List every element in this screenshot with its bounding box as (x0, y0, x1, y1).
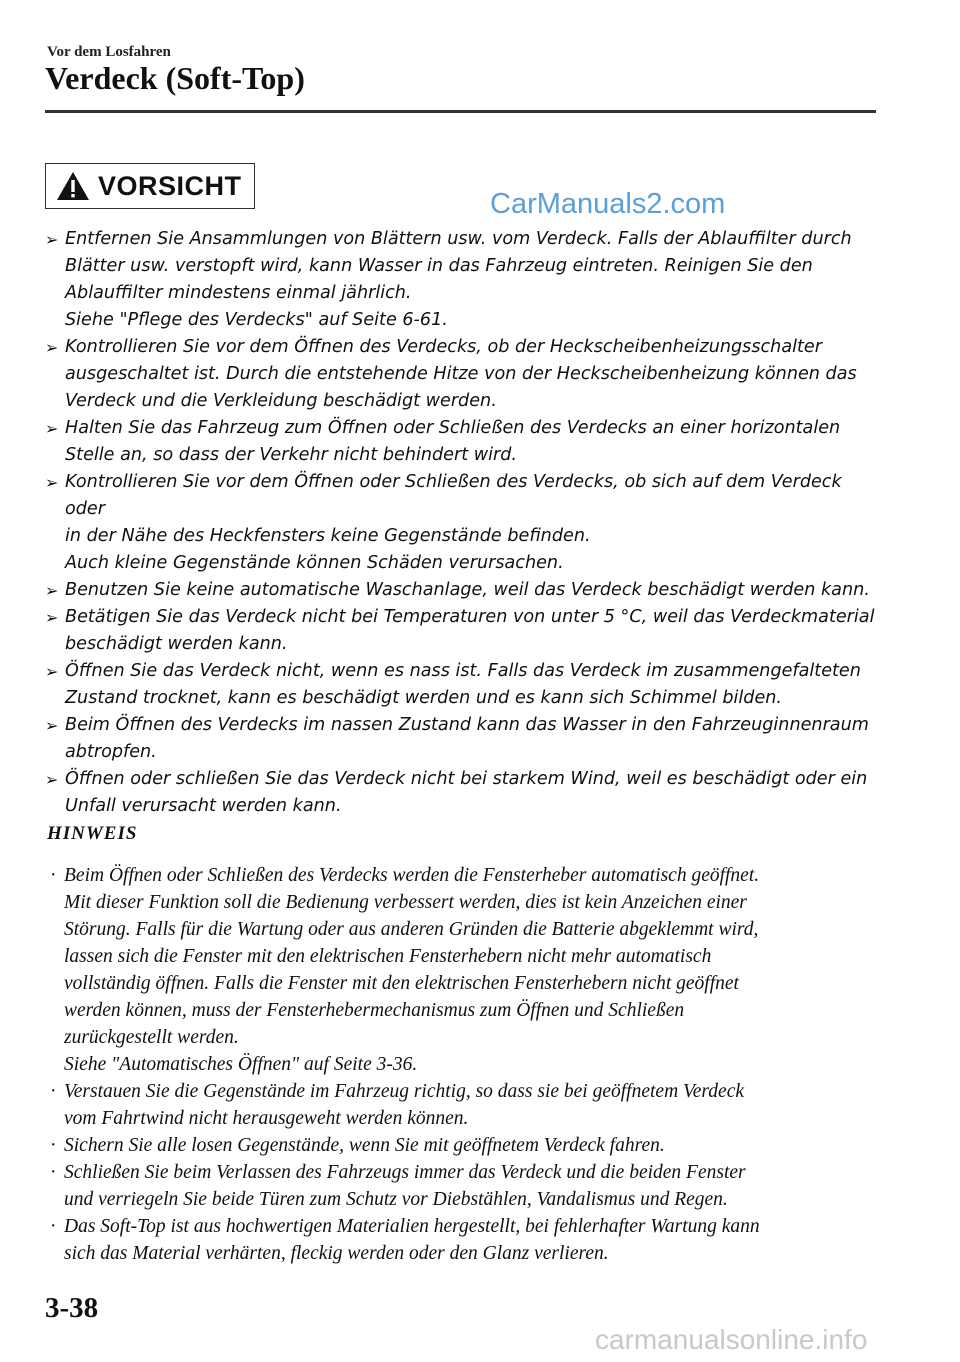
section-label: Vor dem Losfahren (47, 44, 171, 60)
list-item: ➢ Kontrollieren Sie vor dem Öffnen des Verdecks, ob der Heckscheibenheizungsschalter ausgeschaltet ist. Durch die entstehende Hitze von der Heckscheibenheizung können das Verdeck und die Verkleidung beschädigt werden. (45, 334, 885, 415)
page-number: 3-38 (45, 1292, 99, 1324)
list-item: · Das Soft-Top ist aus hochwertigen Materialien hergestellt, bei fehlerhafter Wartung kann sich das Material verhärten, fleckig werden oder den Glanz verlieren. (45, 1213, 885, 1267)
arrow-bullet-icon: ➢ (45, 230, 59, 249)
list-item: · Schließen Sie beim Verlassen des Fahrzeugs immer das Verdeck und die beiden Fenster und verriegeln Sie beide Türen zum Schutz vor Diebstählen, Vandalismus und Regen. (45, 1159, 885, 1213)
arrow-bullet-icon: ➢ (45, 419, 59, 438)
list-item: ➢ Halten Sie das Fahrzeug zum Öffnen oder Schließen des Verdecks an einer horizontalen Stelle an, so dass der Verkehr nicht behindert wird. (45, 415, 885, 469)
caution-box (45, 163, 255, 209)
watermark-bottom: carmanualsonline.info (595, 1324, 868, 1355)
list-item: ➢ Benutzen Sie keine automatische Waschanlage, weil das Verdeck beschädigt werden kann. (45, 577, 885, 604)
note-list (45, 862, 885, 1267)
list-item: ➢ Beim Öffnen des Verdecks im nassen Zustand kann das Wasser in den Fahrzeuginnenraum abtropfen. (45, 712, 885, 766)
note-heading: HINWEIS (47, 823, 138, 844)
arrow-bullet-icon: ➢ (45, 581, 59, 600)
dot-bullet-icon: · (50, 865, 57, 886)
arrow-bullet-icon: ➢ (45, 770, 59, 789)
caution-list (45, 226, 885, 820)
caution-label: VORSICHT (98, 170, 242, 201)
list-item: · Sichern Sie alle losen Gegenstände, wenn Sie mit geöffnetem Verdeck fahren. (45, 1132, 885, 1159)
list-item: · Verstauen Sie die Gegenstände im Fahrzeug richtig, so dass sie bei geöffnetem Verdeck vom Fahrtwind nicht herausgeweht werden können. (45, 1078, 885, 1132)
arrow-bullet-icon: ➢ (45, 608, 59, 627)
list-item: ➢ Öffnen oder schließen Sie das Verdeck nicht bei starkem Wind, weil es beschädigt oder ein Unfall verursacht werden kann. (45, 766, 885, 820)
dot-bullet-icon: · (50, 1162, 57, 1183)
arrow-bullet-icon: ➢ (45, 662, 59, 681)
warning-triangle-icon (56, 171, 90, 201)
dot-bullet-icon: · (50, 1081, 57, 1102)
list-item: · Beim Öffnen oder Schließen des Verdecks werden die Fensterheber automatisch geöffnet. Mit dieser Funktion soll die Bedienung verbessert werden, dies ist kein Anzeichen einer Störung. Falls für die Wartung oder aus anderen Gründen die Batterie abgeklemmt wird, lassen sich die Fenster mit den elektrischen Fensterhebern nicht mehr automatisch vollständig öffnen. Falls die Fenster mit den elektrischen Fensterhebern nicht geöffnet werden können, muss der Fensterhebermechanismus zum Öffnen und Schließen zurückgestellt werden. Siehe "Automatisches Öffnen" auf Seite 3-36. (45, 862, 885, 1078)
arrow-bullet-icon: ➢ (45, 473, 59, 492)
arrow-bullet-icon: ➢ (45, 716, 59, 735)
arrow-bullet-icon: ➢ (45, 338, 59, 357)
title-rule (45, 110, 876, 113)
watermark-top: CarManuals2.com (490, 188, 726, 220)
list-item: ➢ Kontrollieren Sie vor dem Öffnen oder Schließen des Verdecks, ob sich auf dem Verdeck oder in der Nähe des Heckfensters keine Gegenstände befinden. Auch kleine Gegenstände können Schäden verursachen. (45, 469, 885, 577)
page-title: Verdeck (Soft-Top) (45, 60, 305, 96)
dot-bullet-icon: · (50, 1135, 57, 1156)
list-item: ➢ Entfernen Sie Ansammlungen von Blättern usw. vom Verdeck. Falls der Ablauffilter durch Blätter usw. verstopft wird, kann Wasser in das Fahrzeug eintreten. Reinigen Sie den Ablauffilter mindestens einmal jährlich. Siehe "Pflege des Verdecks" auf Seite 6-61. (45, 226, 885, 334)
list-item: ➢ Betätigen Sie das Verdeck nicht bei Temperaturen von unter 5 °C, weil das Verdeckmaterial beschädigt werden kann. (45, 604, 885, 658)
dot-bullet-icon: · (50, 1216, 57, 1237)
list-item: ➢ Öffnen Sie das Verdeck nicht, wenn es nass ist. Falls das Verdeck im zusammengefalteten Zustand trocknet, kann es beschädigt werden und es kann sich Schimmel bilden. (45, 658, 885, 712)
